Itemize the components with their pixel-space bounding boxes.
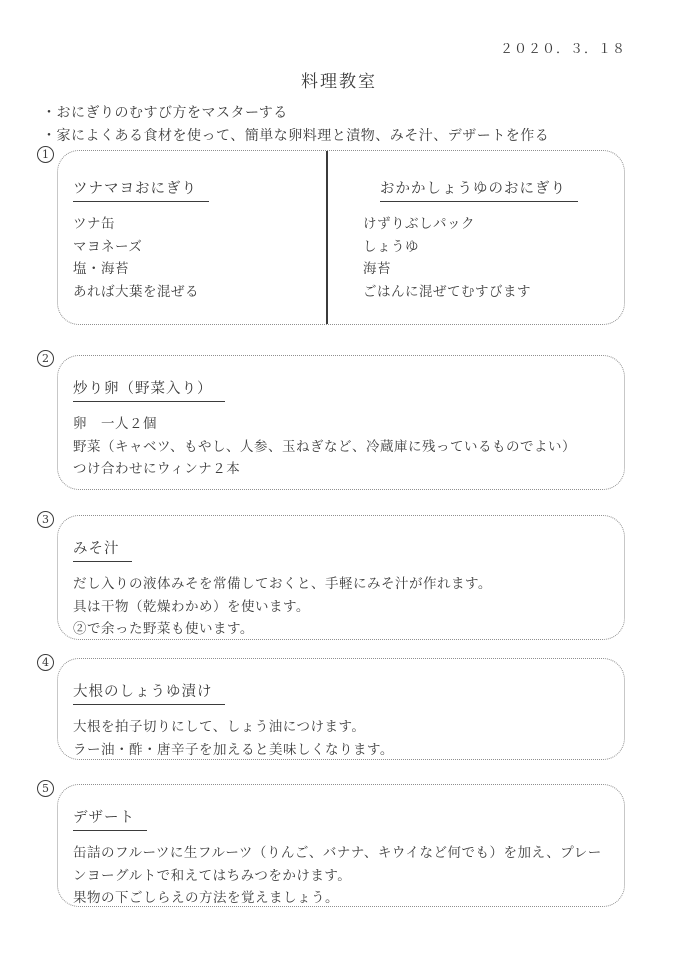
section-number-badge: 2	[37, 350, 54, 367]
recipe-heading: おかかしょうゆのおにぎり	[380, 177, 578, 202]
section-number-badge: 3	[37, 511, 54, 528]
goal-item: ・おにぎりのむすび方をマスターする	[42, 105, 288, 121]
recipe-line: つけ合わせにウィンナ２本	[73, 461, 241, 477]
recipe-heading: デザート	[73, 806, 147, 831]
recipe-line: ラー油・酢・唐辛子を加えると美味しくなります。	[73, 741, 394, 758]
recipe-line: 大根を拍子切りにして、しょう油につけます。	[73, 719, 366, 735]
goal-list	[42, 102, 549, 148]
ingredient-line: 海苔	[363, 261, 391, 277]
ingredient-line: ごはんに混ぜてむすびます	[363, 283, 531, 300]
recipe-line: 缶詰のフルーツに生フルーツ（りんご、バナナ、キウイなど何でも）を加え、プレーンヨーグルトで和えてはちみつをかけます。	[73, 845, 602, 884]
recipe-column-okaka-shoyu	[328, 151, 624, 324]
recipe-heading: みそ汁	[73, 537, 132, 562]
recipe-line: だし入りの液体みそを常備しておくと、手軽にみそ汁が作れます。	[73, 576, 492, 592]
recipe-box-onigiri	[57, 150, 625, 325]
recipe-heading: ツナマヨおにぎり	[73, 177, 209, 202]
recipe-line: ②で余った野菜も使います。	[73, 621, 254, 637]
ingredient-line: ツナ缶	[73, 216, 115, 232]
section-number-badge: 5	[37, 780, 54, 797]
document-date: ２０２０．３．１８	[499, 42, 626, 57]
recipe-box-scrambled-egg	[57, 355, 625, 490]
recipe-column-tuna-mayo	[58, 151, 328, 324]
section-number-badge: 4	[37, 654, 54, 671]
recipe-box-dessert	[57, 784, 625, 907]
recipe-box-daikon-pickle	[57, 658, 625, 760]
section-number-badge: 1	[37, 146, 54, 163]
ingredient-line: マヨネーズ	[73, 238, 143, 255]
recipe-heading: 大根のしょうゆ漬け	[73, 680, 225, 705]
ingredient-line: けずりぶしパック	[363, 216, 475, 232]
recipe-line: 野菜（キャベツ、もやし、人参、玉ねぎなど、冷蔵庫に残っているものでよい）	[73, 438, 577, 455]
recipe-line: 具は干物（乾燥わかめ）を使います。	[73, 598, 310, 615]
ingredient-line: 塩・海苔	[73, 261, 129, 277]
ingredient-line: あれば大葉を混ぜる	[73, 283, 199, 300]
recipe-box-miso-soup	[57, 515, 625, 640]
recipe-line: 卵 一人２個	[73, 416, 157, 432]
ingredient-line: しょうゆ	[363, 238, 419, 255]
page-title: 料理教室	[301, 72, 377, 92]
recipe-heading: 炒り卵（野菜入り）	[73, 377, 225, 402]
goal-item: ・家によくある食材を使って、簡単な卵料理と漬物、みそ汁、デザートを作る	[42, 128, 550, 144]
recipe-line: 果物の下ごしらえの方法を覚えましょう。	[73, 890, 339, 906]
